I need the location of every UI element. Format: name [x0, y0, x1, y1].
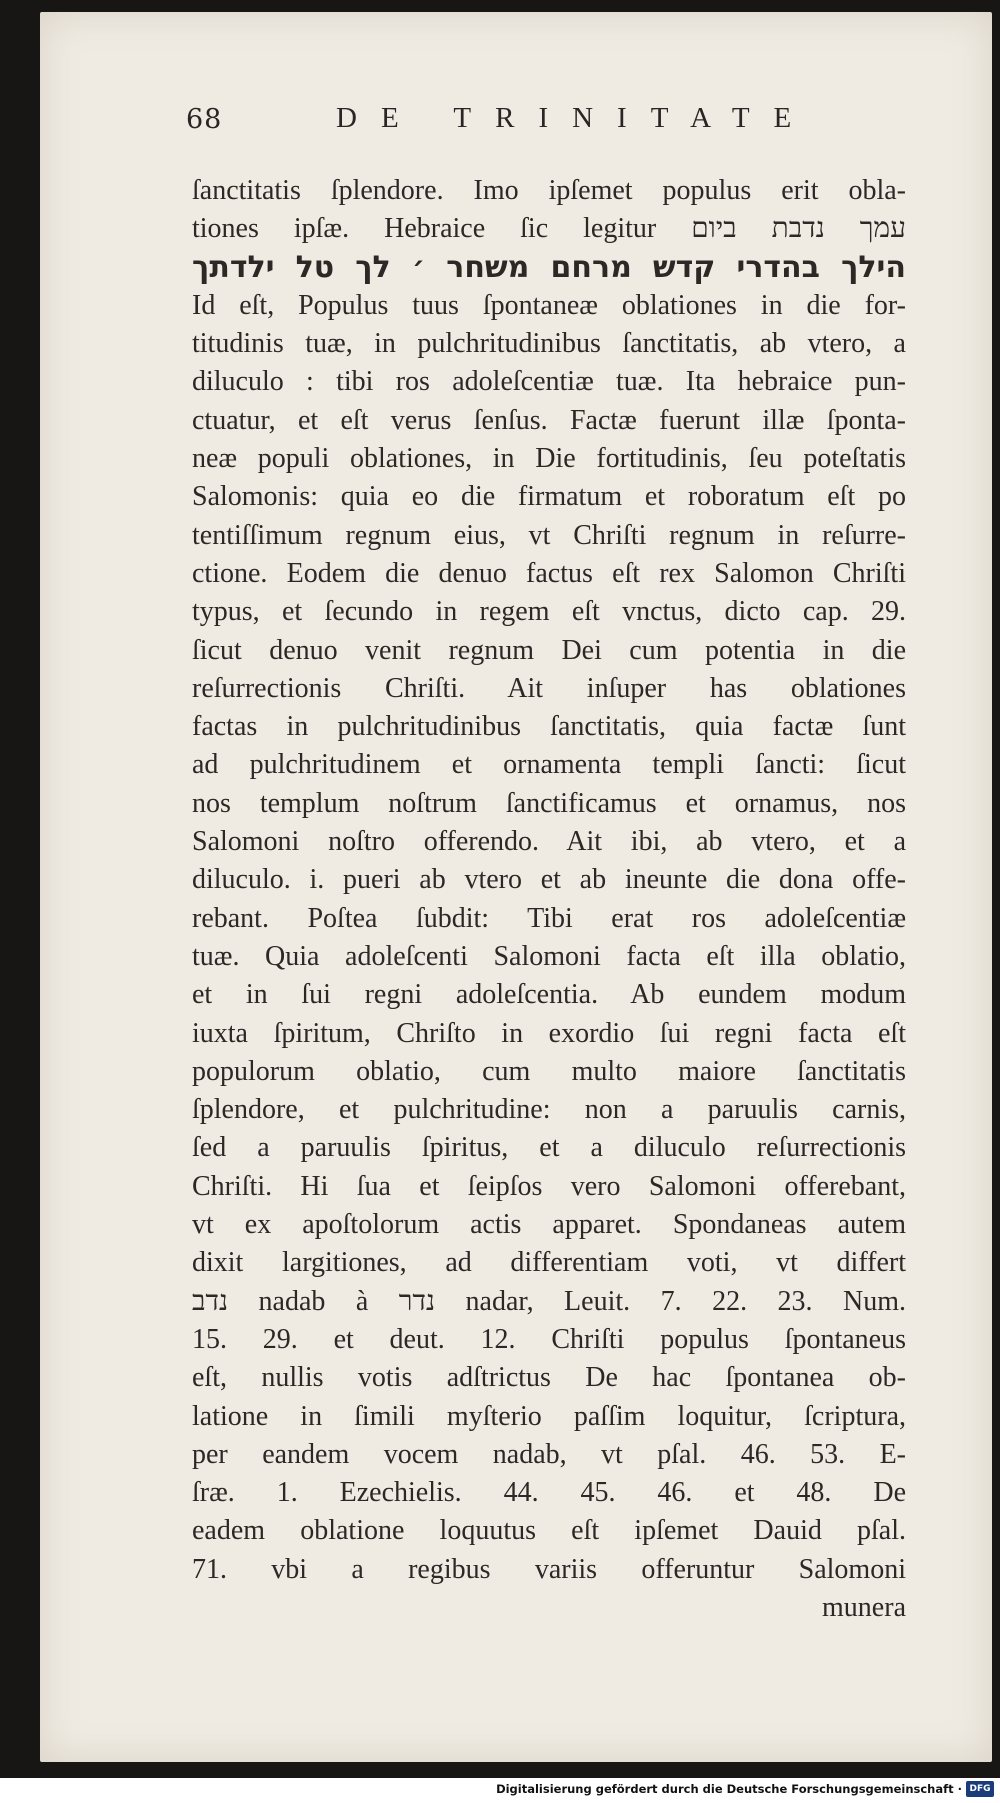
text-line: ſanctitatis ſplendore. Imo ipſemet populus erit obla- [192, 175, 906, 206]
text-line: ctione. Eodem die denuo factus eſt rex Salomon Chriſti [192, 557, 906, 589]
text-line: ſicut denuo venit regnum Dei cum potentia in die [192, 634, 906, 666]
digitization-footer [0, 1778, 1000, 1803]
funding-credit: Digitalisierung gefördert durch die Deutsche Forschungsgemeinschaft · [496, 1782, 962, 1796]
running-head: DE TRINITATE [336, 102, 816, 134]
text-line: tiones ipſæ. Hebraice ſic legitur עמך נדבת ביום [192, 213, 906, 245]
text-line: titudinis tuæ, in pulchritudinibus ſanctitatis, ab vtero, a [192, 328, 906, 360]
text-line: ſræ. 1. Ezechielis. 44. 45. 46. et 48. De [192, 1477, 906, 1509]
text-line: rebant. Poſtea ſubdit: Tibi erat ros adoleſcentiæ [192, 902, 906, 934]
text-line: eadem oblatione loquutus eſt ipſemet Dauid pſal. [192, 1515, 906, 1547]
catchword: munera [822, 1591, 906, 1623]
text-line: נדב nadab à נדר nadar, Leuit. 7. 22. 23. Num. [192, 1285, 906, 1317]
text-line: iuxta ſpiritum, Chriſto in exordio ſui regni facta eſt [192, 1017, 906, 1049]
text-line: neæ populi oblationes, in Die fortitudinis, ſeu poteſtatis [192, 443, 906, 475]
text-line: diluculo : tibi ros adoleſcentiæ tuæ. Ita hebraice pun- [192, 366, 906, 398]
text-line: Id eſt, Populus tuus ſpontaneæ oblationes in die for- [192, 289, 906, 321]
text-line: ad pulchritudinem et ornamenta templi ſancti: ſicut [192, 749, 906, 781]
dfg-logo: DFG [966, 1781, 994, 1797]
text-line: latione in ſimili myſterio paſſim loquitur, ſcriptura, [192, 1400, 906, 1432]
text-line: populorum oblatio, cum multo maiore ſanctitatis [192, 1055, 906, 1087]
text-line: tentiſſimum regnum eius, vt Chriſti regnum in reſurre- [192, 519, 906, 551]
page-number: 68 [186, 104, 223, 135]
text-line: 15. 29. et deut. 12. Chriſti populus ſpontaneus [192, 1323, 906, 1355]
hebrew-line: הילך בהדרי קדש מרחם משחר ׳ לך טל ילדתך [192, 249, 906, 285]
text-line: diluculo. i. pueri ab vtero et ab ineunte die dona offe- [192, 864, 906, 896]
text-line: ſplendore, et pulchritudine: non a paruulis carnis, [192, 1094, 906, 1126]
text-line: Salomoni noſtro offerendo. Ait ibi, ab vtero, et a [192, 826, 906, 858]
text-line: Salomonis: quia eo die firmatum et roboratum eſt po [192, 481, 906, 513]
text-line: nos templum noſtrum ſanctificamus et ornamus, nos [192, 787, 906, 819]
text-line: per eandem vocem nadab, vt pſal. 46. 53. E- [192, 1438, 906, 1470]
text-line: Chriſti. Hi ſua et ſeipſos vero Salomoni offerebant, [192, 1170, 906, 1202]
text-line: 71. vbi a regibus variis offeruntur Salomoni [192, 1553, 906, 1585]
text-line: eſt, nullis votis adſtrictus De hac ſpontanea ob- [192, 1362, 906, 1394]
text-line: tuæ. Quia adoleſcenti Salomoni facta eſt illa oblatio, [192, 940, 906, 972]
body-text [192, 172, 906, 1627]
text-line: typus, et ſecundo in regem eſt vnctus, dicto cap. 29. [192, 596, 906, 628]
text-line: ctuatur, et eſt verus ſenſus. Factæ fuerunt illæ ſponta- [192, 404, 906, 436]
page-header [186, 104, 906, 154]
text-line: factas in pulchritudinibus ſanctitatis, quia factæ ſunt [192, 711, 906, 743]
text-line: et in ſui regni adoleſcentia. Ab eundem modum [192, 979, 906, 1011]
text-line: vt ex apoſtolorum actis apparet. Spondaneas autem [192, 1209, 906, 1241]
text-line: reſurrectionis Chriſti. Ait inſuper has oblationes [192, 672, 906, 704]
text-line: ſed a paruulis ſpiritus, et a diluculo reſurrectionis [192, 1132, 906, 1164]
text-line: dixit largitiones, ad differentiam voti, vt differt [192, 1247, 906, 1279]
